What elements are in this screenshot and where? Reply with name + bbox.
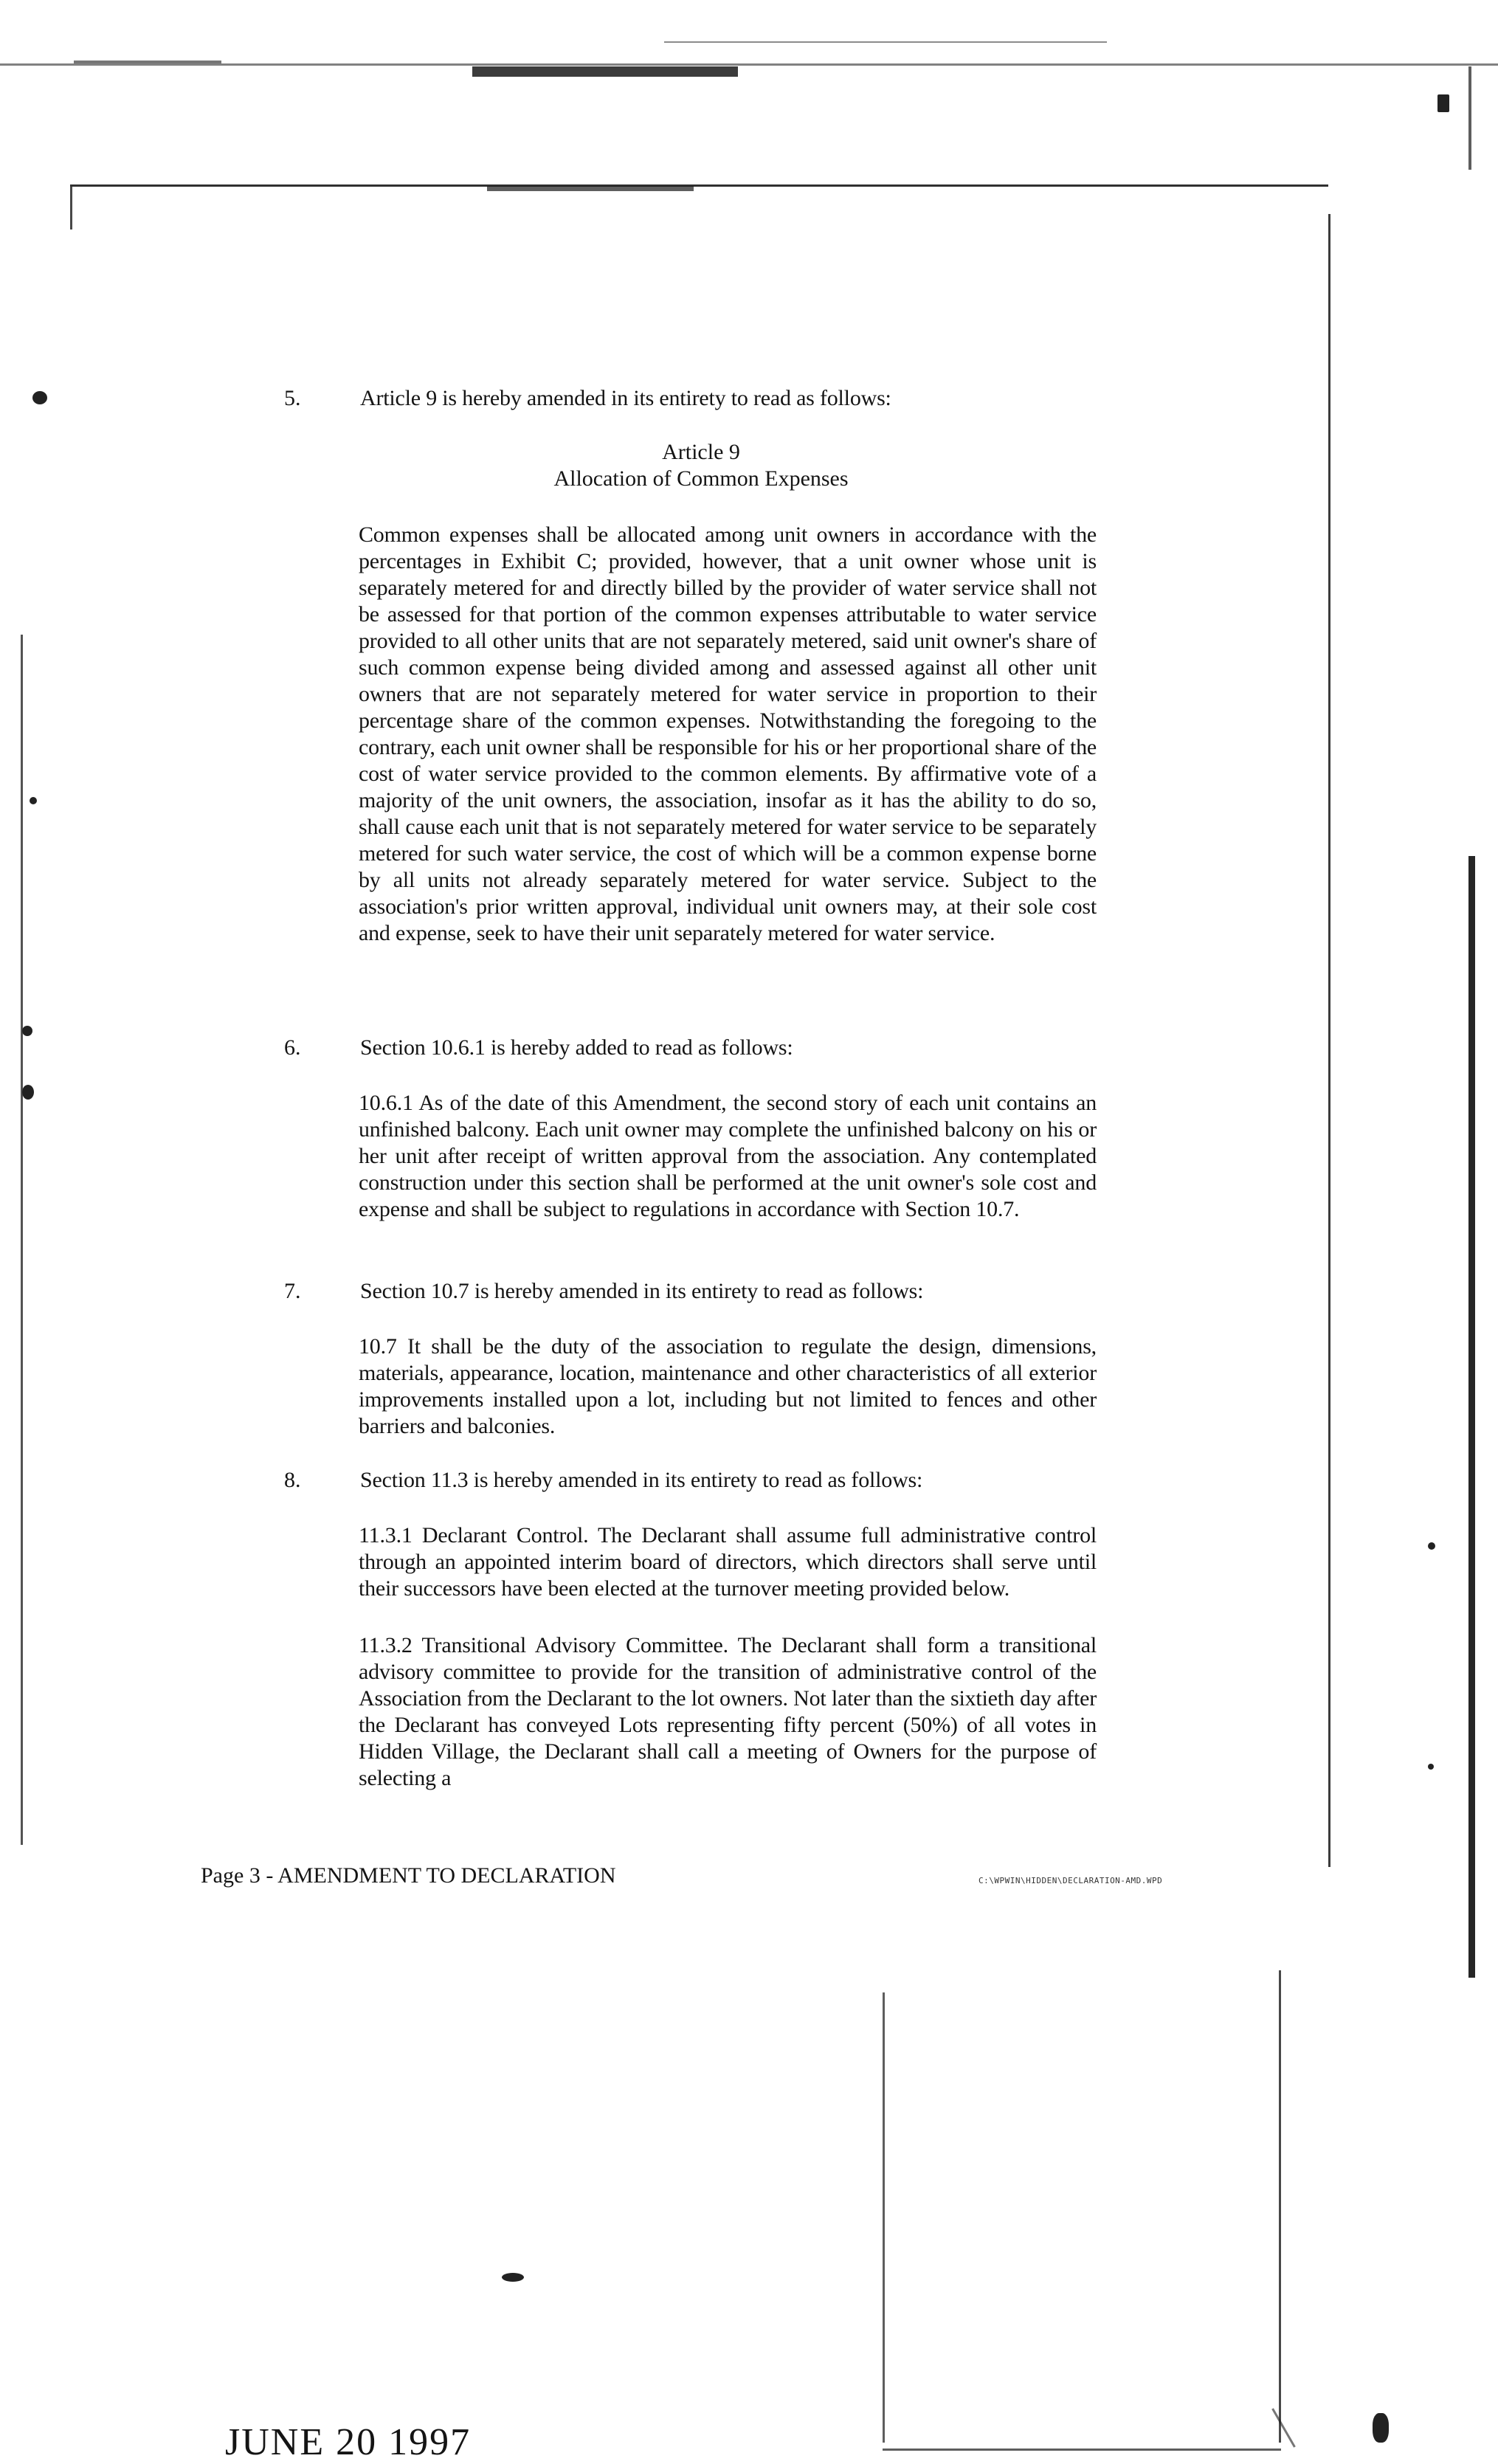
item-heading: Section 10.6.1 is hereby added to read as follows: bbox=[360, 1035, 793, 1060]
item-heading: Section 11.3 is hereby amended in its entirety to read as follows: bbox=[360, 1468, 923, 1492]
page-footer-label: Page 3 - AMENDMENT TO DECLARATION bbox=[201, 1863, 616, 1888]
item-number: 8. bbox=[284, 1468, 301, 1492]
item-heading: Article 9 is hereby amended in its entirety to read as follows: bbox=[360, 386, 891, 410]
date-stamp: JUNE 20 1997 bbox=[225, 2421, 472, 2463]
file-code: C:\WPWIN\HIDDEN\DECLARATION-AMD.WPD bbox=[978, 1876, 1163, 1885]
article-body: Common expenses shall be allocated among unit owners in accordance with the percentages in Exhibit C; provided, however, that a unit owner whose unit is separately metered for and directly billed by the provider of water service shall not be assessed for that portion of the common expenses attributable to water service provided to all other units that are not separately metered, said unit owner's share of such common expense being divided among and assessed against all other unit owners that are not separately metered for water service in proportion to their percentage share of the common expenses. Notwithstanding the foregoing to the contrary, each unit owner shall be responsible for his or her proportional share of the cost of water service provided to the common elements. By affirmative vote of a majority of the unit owners, the association, insofar as it has the ability to do so, shall cause each unit that is not separately metered for water service to be separately metered for such water service, the cost of which will be a common expense borne by all units not already separately metered for water service. Subject to the association's prior written approval, individual unit owners may, at their sole cost and expense, seek to have their unit separately metered for water service. bbox=[359, 522, 1097, 945]
section-body: 11.3.2 Transitional Advisory Committee. The Declarant shall form a transitional advisory committee to provide for the transition of administrative control of the Association from the Declarant to the lot owners. Not later than the sixtieth day after the Declarant has conveyed Lots representing fifty percent (50%) of all votes in Hidden Village, the Declarant shall call a meeting of Owners for the purpose of selecting a bbox=[359, 1633, 1097, 1790]
section-body: 11.3.1 Declarant Control. The Declarant shall assume full administrative control through an appointed interim board of directors, which directors shall serve until their successors have been elected at the turnover meeting provided below. bbox=[359, 1523, 1097, 1601]
item-heading: Section 10.7 is hereby amended in its entirety to read as follows: bbox=[360, 1279, 924, 1303]
section-body: 10.6.1 As of the date of this Amendment, the second story of each unit contains an unfinished balcony. Each unit owner may complete the unfinished balcony on his or her unit after receipt of written approval from the association. Any contemplated construction under this section shall be performed at the unit owner's sole cost and expense and shall be subject to regulations in accordance with Section 10.7. bbox=[359, 1091, 1097, 1221]
item-number: 6. bbox=[284, 1035, 301, 1060]
item-number: 7. bbox=[284, 1279, 301, 1303]
article-title: Article 9 bbox=[662, 440, 740, 464]
item-number: 5. bbox=[284, 386, 301, 410]
article-subtitle: Allocation of Common Expenses bbox=[553, 466, 849, 491]
section-body: 10.7 It shall be the duty of the association to regulate the design, dimensions, materials, appearance, location, maintenance and other characteristics of all exterior improvements installed upon a lot, including but not limited to fences and other barriers and balconies. bbox=[359, 1334, 1097, 1438]
